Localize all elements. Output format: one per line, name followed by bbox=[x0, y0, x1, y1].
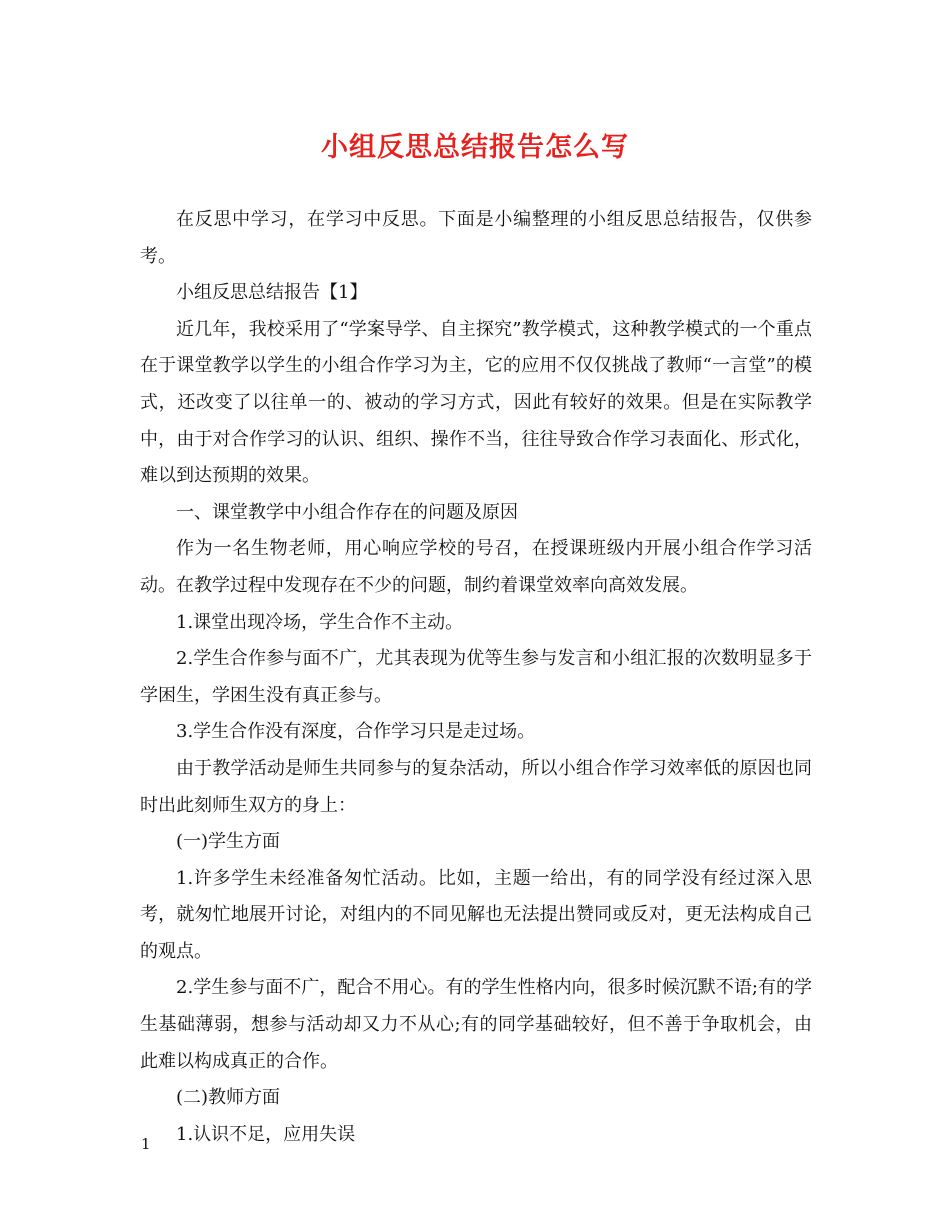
paragraph-background: 近几年，我校采用了“学案导学、自主探究”教学模式，这种教学模式的一个重点在于课堂教学以学生的小组合作学习为主，它的应用不仅仅挑战了教师“一言堂”的模式，还改变了以往单一的、被动的学习方式，因此有较好的效果。但是在实际教学中，由于对合作学习的认识、组织、操作不当，往往导致合作学习表面化、形式化，难以到达预期的效果。 bbox=[140, 318, 812, 487]
list-item-problem-1: 1.课堂出现冷场，学生合作不主动。 bbox=[176, 611, 464, 633]
paragraph-causes: 由于教学活动是师生共同参与的复杂活动，所以小组合作学习效率低的原因也同时出此刻师生双方的身上： bbox=[140, 757, 812, 816]
subheading-students: (一)学生方面 bbox=[176, 831, 281, 853]
document-title: 小组反思总结报告怎么写 bbox=[321, 132, 629, 163]
document-body bbox=[140, 202, 812, 1153]
paragraph-intro: 在反思中学习，在学习中反思。下面是小编整理的小组反思总结报告，仅供参考。 bbox=[140, 209, 812, 267]
section-heading-report-1: 小组反思总结报告【1】 bbox=[176, 282, 368, 304]
list-item-teacher-1: 1.认识不足，应用失误 bbox=[176, 1123, 356, 1145]
list-item-student-1: 1.许多学生未经准备匆忙活动。比如，主题一给出，有的同学没有经过深入思考，就匆忙地展开讨论，对组内的不同见解也无法提出赞同或反对，更无法构成自己的观点。 bbox=[140, 867, 812, 962]
section-heading-problems: 一、课堂教学中小组合作存在的问题及原因 bbox=[176, 501, 518, 523]
page-number: 1 bbox=[141, 1135, 151, 1153]
paragraph-teacher-practice: 作为一名生物老师，用心响应学校的号召，在授课班级内开展小组合作学习活动。在教学过程中发现存在不少的问题，制约着课堂效率向高效发展。 bbox=[140, 538, 812, 596]
list-item-problem-3: 3.学生合作没有深度，合作学习只是走过场。 bbox=[176, 721, 536, 743]
list-item-student-2: 2.学生参与面不广，配合不用心。有的学生性格内向，很多时候沉默不语;有的学生基础薄弱，想参与活动却又力不从心;有的同学基础较好，但不善于争取机会，由此难以构成真正的合作。 bbox=[140, 977, 812, 1072]
list-item-problem-2: 2.学生合作参与面不广，尤其表现为优等生参与发言和小组汇报的次数明显多于学困生，学困生没有真正参与。 bbox=[140, 648, 812, 706]
subheading-teachers: (二)教师方面 bbox=[176, 1087, 281, 1109]
